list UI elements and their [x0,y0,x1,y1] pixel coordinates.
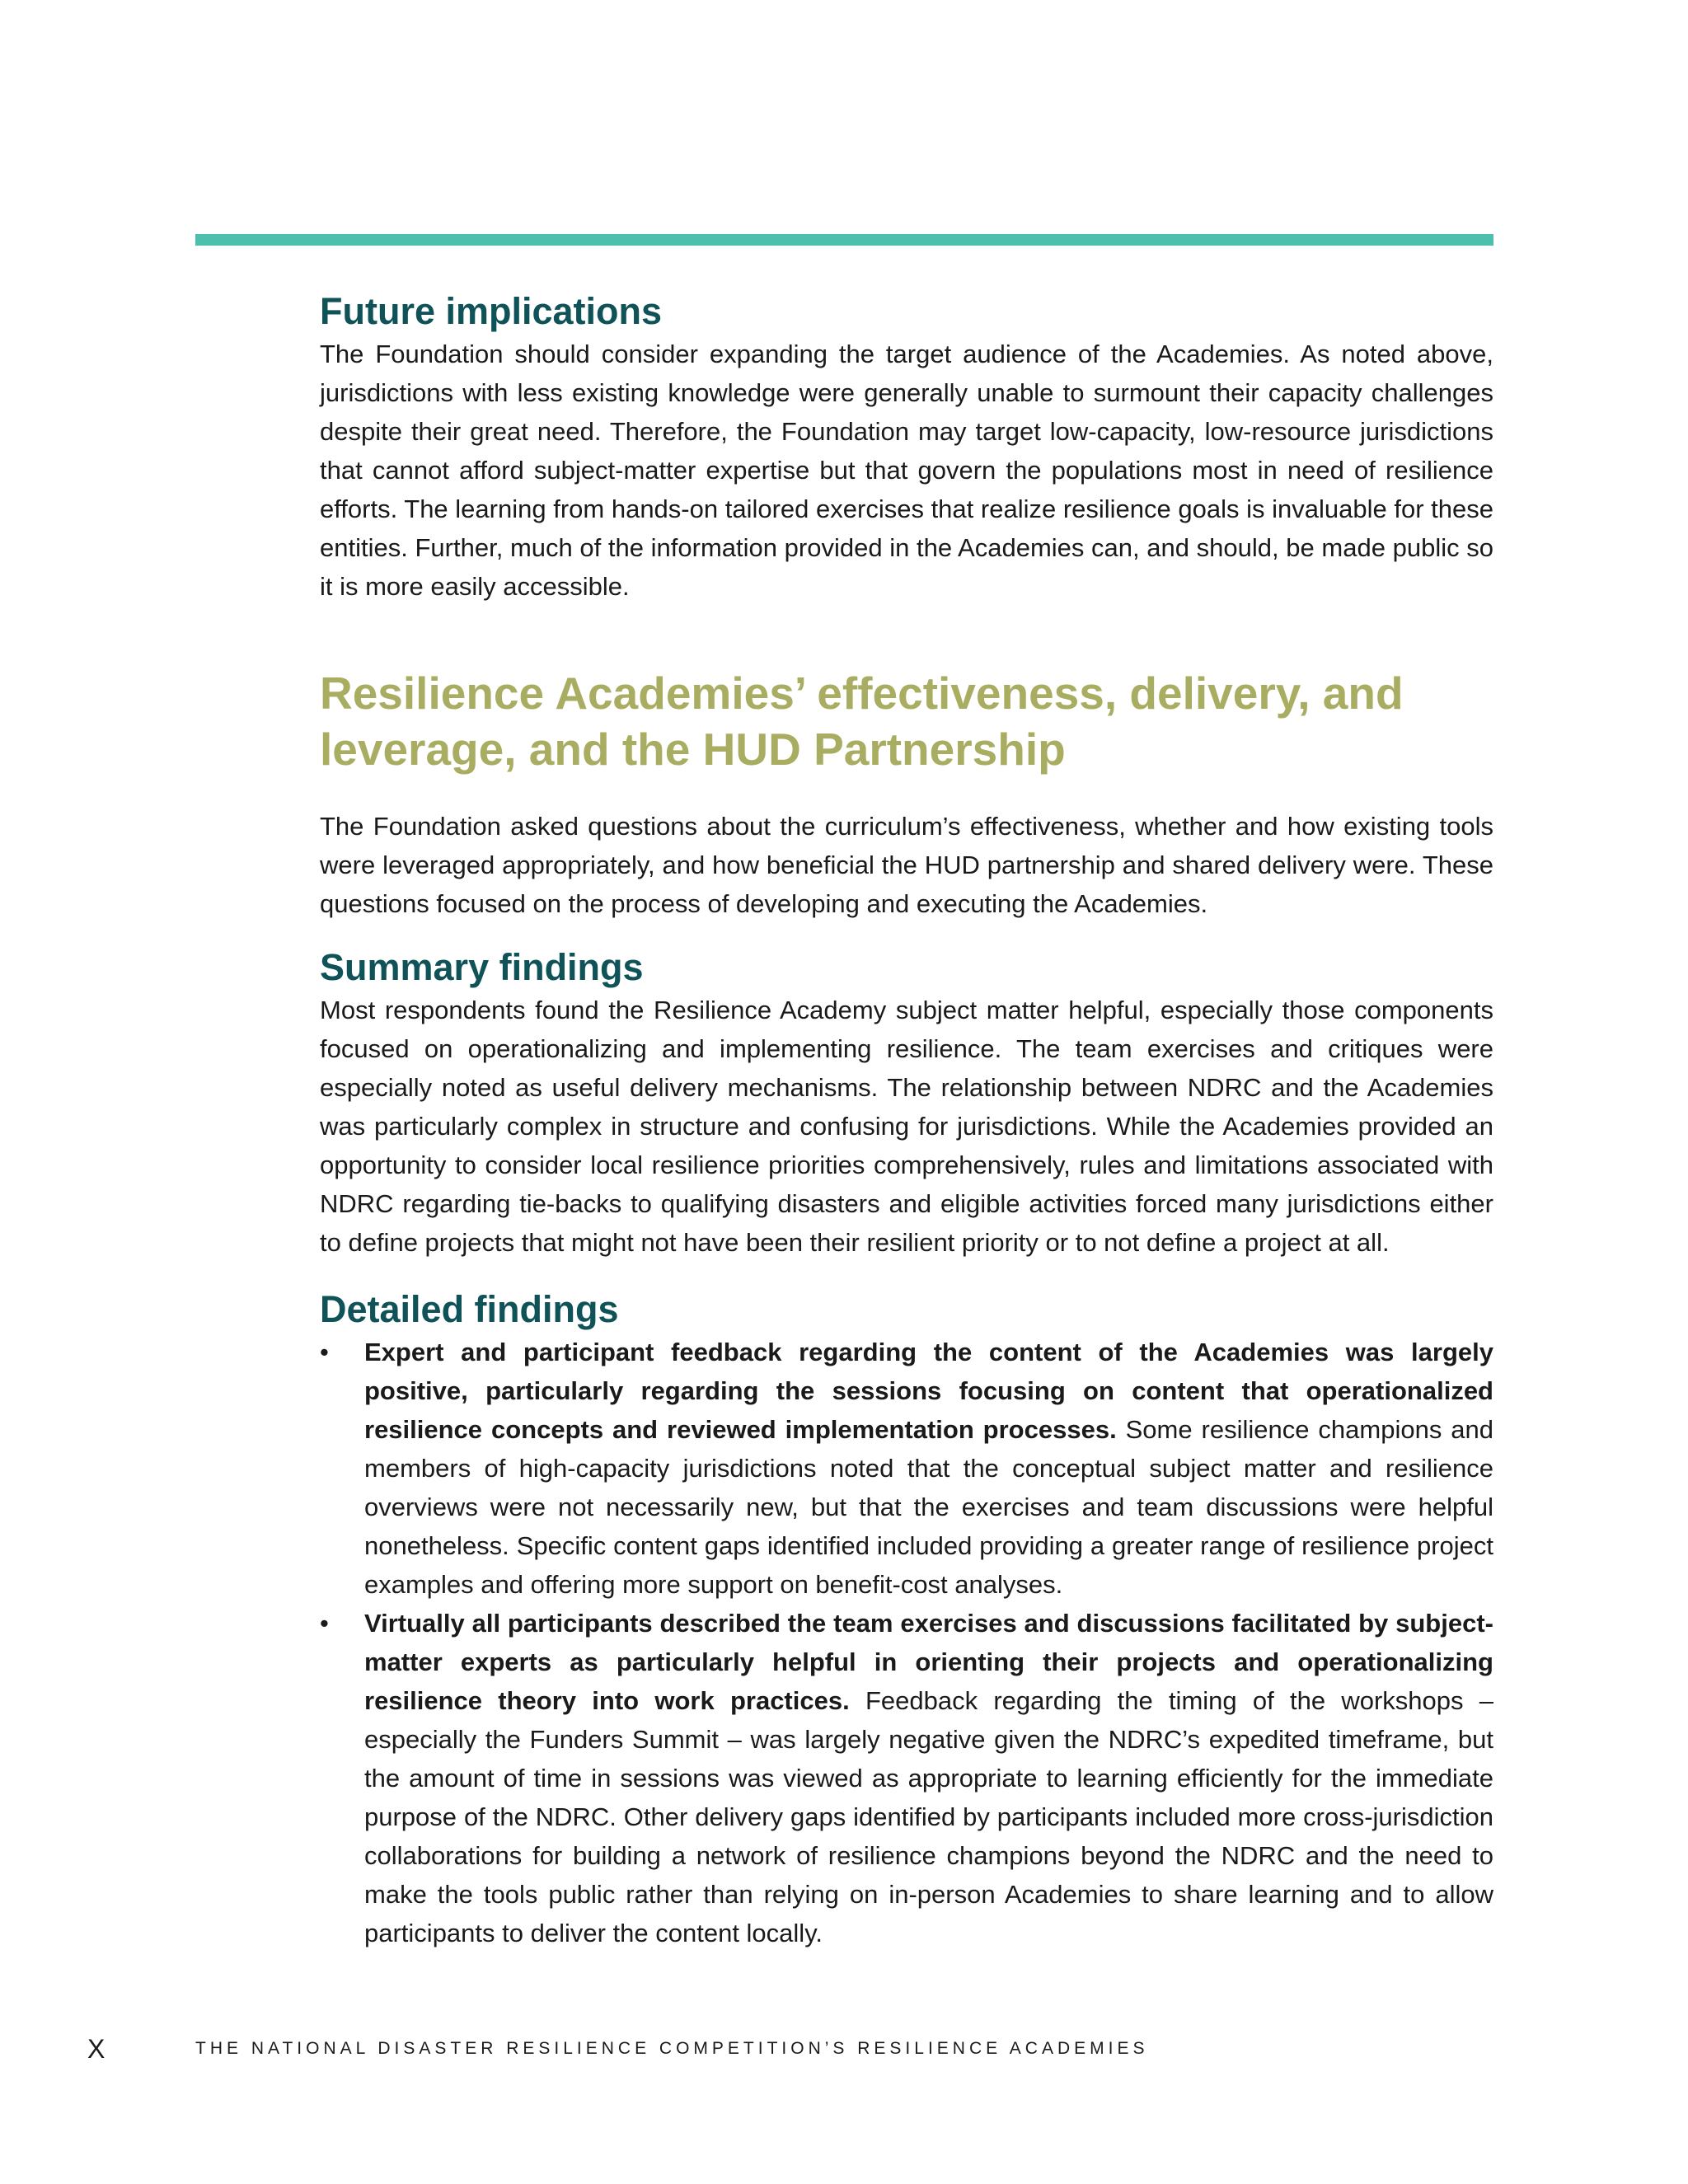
finding-bold-lead: Virtually all participants described the team exercises and discussions facilitated by subject-matter experts as particularly helpful in orienting their projects and operationalizing resilience theory into work practices. [364,1609,1493,1715]
detailed-findings-list [320,1333,1493,1952]
finding-bullet [320,1604,1493,1952]
section-title: Resilience Academies’ effectiveness, delivery, and leverage, and the HUD Partnership [320,668,1404,775]
bullet-marker: • [320,1609,329,1638]
future-implications-body: The Foundation should consider expanding the target audience of the Academies. As noted above, jurisdictions with less existing knowledge were generally unable to surmount their capacity challenges despite their great need. Therefore, the Foundation may target low-capacity, low-resource jurisdictions that cannot afford subject-matter expertise but that govern the populations most in need of resilience efforts. The learning from hands-on tailored exercises that realize resilience goals is invaluable for these entities. Further, much of the information provided in the Academies can, and should, be made public so it is more easily accessible. [320,340,1493,601]
finding-text: Feedback regarding the timing of the workshops – especially the Funders Summit – was largely negative given the NDRC’s expedited timeframe, but the amount of time in sessions was viewed as appropriate to learning efficiently for the immediate purpose of the NDRC. Other delivery gaps identified by participants included more cross-jurisdiction collaborations for building a network of resilience champions beyond the NDRC and the need to make the tools public rather than relying on in-person Academies to share learning and to allow participants to deliver the content locally. [364,1686,1494,1947]
page-content [320,288,1493,1952]
running-footer-title: THE NATIONAL DISASTER RESILIENCE COMPETITION’S RESILIENCE ACADEMIES [195,2039,1149,2058]
finding-bullet [320,1333,1493,1604]
summary-findings-body: Most respondents found the Resilience Academy subject matter helpful, especially those components focused on operationalizing and implementing resilience. The team exercises and critiques were especially noted as useful delivery mechanisms. The relationship between NDRC and the Academies was particularly complex in structure and confusing for jurisdictions. While the Academies provided an opportunity to consider local resilience priorities comprehensively, rules and limitations associated with NDRC regarding tie-backs to qualifying disasters and eligible activities forced many jurisdictions either to define projects that might not have been their resilient priority or to not define a project at all. [320,996,1493,1257]
accent-rule [195,234,1493,246]
detailed-findings-heading: Detailed findings [320,1288,619,1330]
section-intro: The Foundation asked questions about the curriculum’s effectiveness, whether and how existing tools were leveraged appropriately, and how beneficial the HUD partnership and shared delivery were. These questions focused on the process of developing and executing the Academies. [320,812,1493,918]
future-implications-heading: Future implications [320,290,663,332]
finding-bold-lead: Expert and participant feedback regarding the content of the Academies was largely positive, particularly regarding the sessions focusing on content that operationalized resilience concepts and reviewed implementation processes. [364,1338,1493,1444]
finding-text: Some resilience champions and members of high-capacity jurisdictions noted that the conceptual subject matter and resilience overviews were not necessarily new, but that the exercises and team discussions were helpful nonetheless. Specific content gaps identified included providing a greater range of resilience project examples and offering more support on benefit-cost analyses. [364,1415,1493,1599]
summary-findings-heading: Summary findings [320,946,644,988]
bullet-marker: • [320,1338,329,1366]
page-number: X [87,2034,106,2064]
